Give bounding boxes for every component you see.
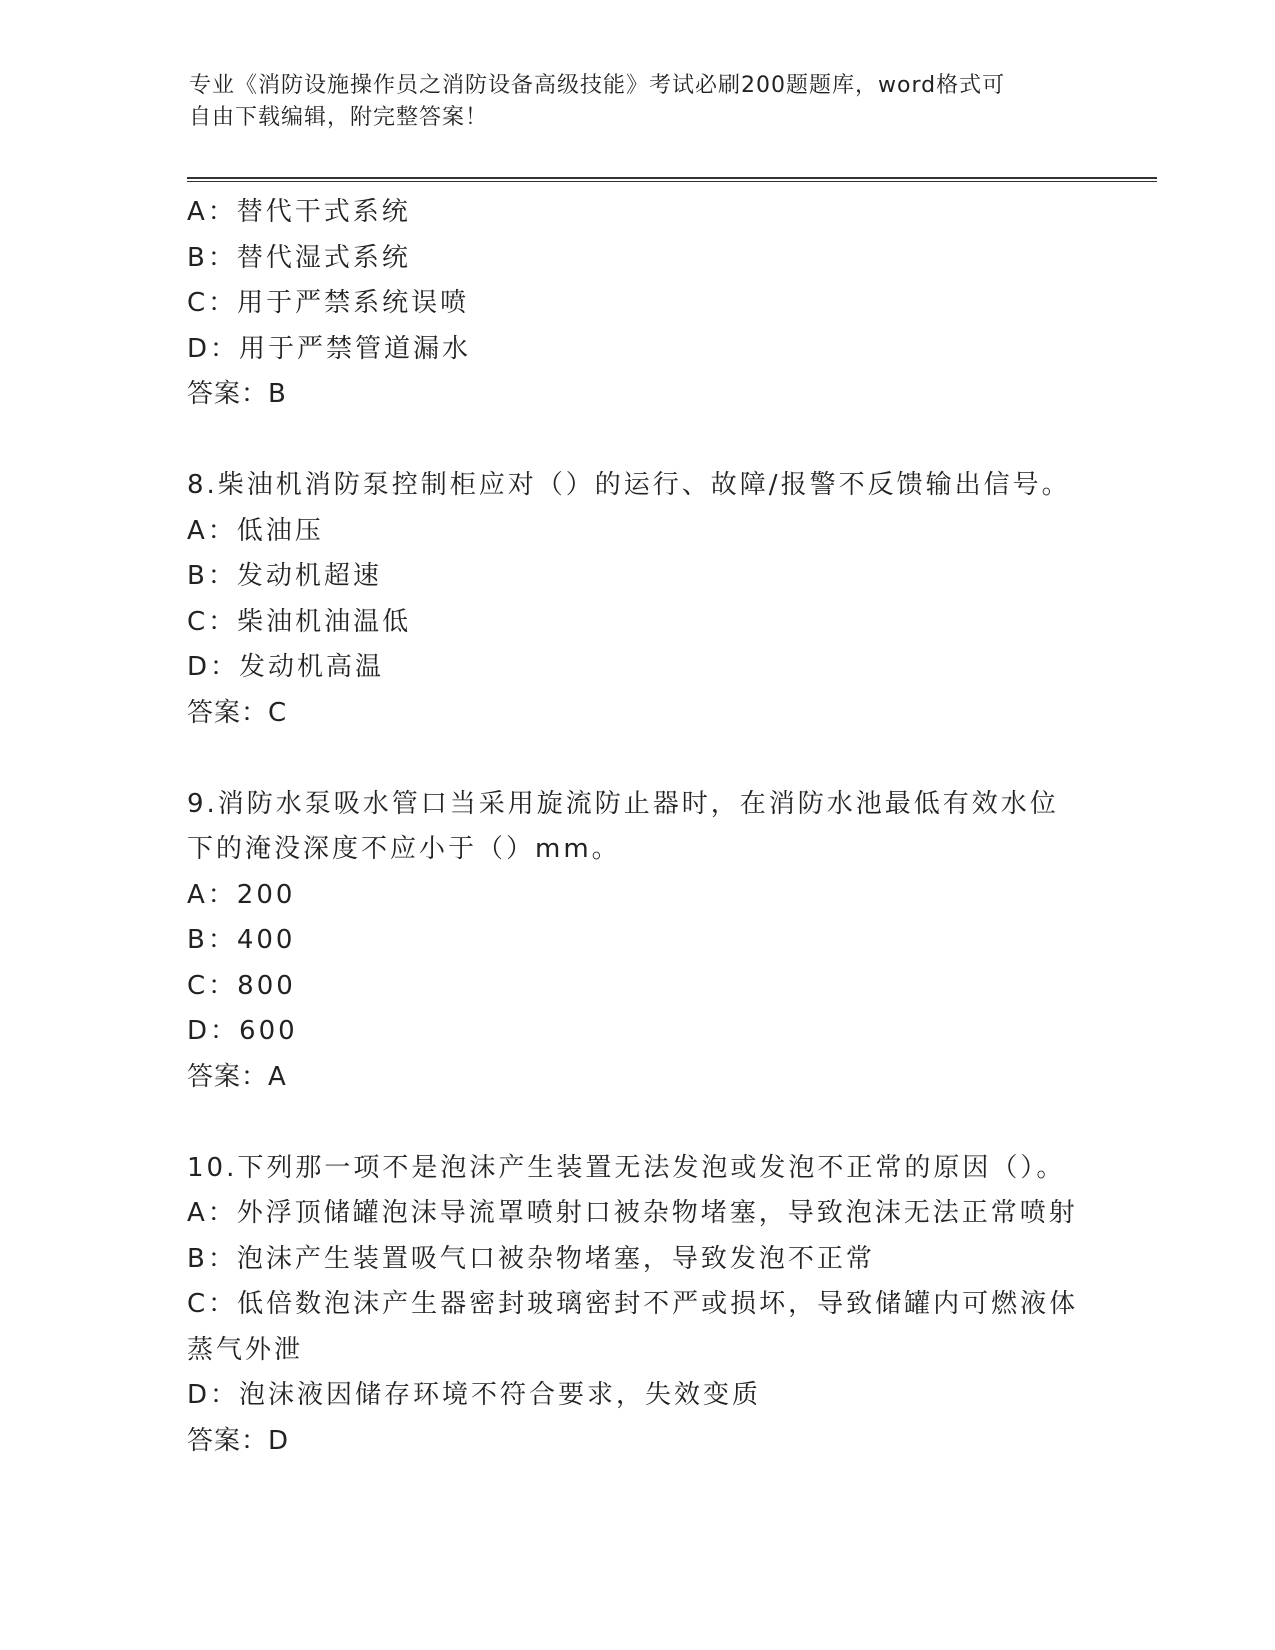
answer-line: 答案：C [187,697,288,728]
question-10 [187,1146,1167,1465]
header-title-line-1: 专业《消防设施操作员之消防设备高级技能》考试必刷200题题库，word格式可 [189,73,1006,98]
option-d: D：泡沫液因储存环境不符合要求，失效变质 [187,1380,762,1410]
option-a: A：低油压 [187,515,324,546]
option-d: D：600 [187,1016,298,1046]
answer-line: 答案：B [187,379,287,409]
option-a: A：外浮顶储罐泡沫导流罩喷射口被杂物堵塞，导致泡沫无法正常喷射 [187,1198,1078,1228]
question-stem-line-2: 下的淹没深度不应小于（）mm。 [187,834,621,864]
question-8 [187,463,1167,736]
document-header [189,70,1089,134]
option-c: C：柴油机油温低 [187,606,412,637]
option-b: B：泡沫产生装置吸气口被杂物堵塞，导致发泡不正常 [187,1243,875,1274]
option-b: B：发动机超速 [187,561,382,591]
option-a: A：替代干式系统 [187,197,411,227]
header-title-line-2: 自由下载编辑，附完整答案！ [189,105,489,130]
option-c: C：800 [187,970,296,1001]
option-c-line-1: C：低倍数泡沫产生器密封玻璃密封不严或损坏，导致储罐内可燃液体 [187,1289,1079,1319]
option-c-line-2: 蒸气外泄 [187,1334,304,1365]
option-d: D：发动机高温 [187,652,385,682]
spacer [187,736,1167,782]
question-7 [187,190,1167,418]
option-d: D：用于严禁管道漏水 [187,333,472,364]
question-list [187,190,1167,1464]
answer-line: 答案：A [187,1061,287,1092]
spacer [187,1100,1167,1146]
option-a: A：200 [187,879,296,910]
option-c: C：用于严禁系统误喷 [187,288,470,318]
question-stem-line-1: 9.消防水泵吸水管口当采用旋流防止器时，在消防水池最低有效水位 [187,788,1059,819]
question-9 [187,782,1167,1101]
option-b: B：替代湿式系统 [187,242,411,273]
question-stem: 10.下列那一项不是泡沫产生装置无法发泡或发泡不正常的原因（）。 [187,1152,1066,1183]
question-stem: 8.柴油机消防泵控制柜应对（）的运行、故障/报警不反馈输出信号。 [187,470,1071,500]
header-divider [187,177,1157,182]
option-b: B：400 [187,925,296,955]
spacer [187,418,1167,464]
answer-line: 答案：D [187,1425,290,1456]
